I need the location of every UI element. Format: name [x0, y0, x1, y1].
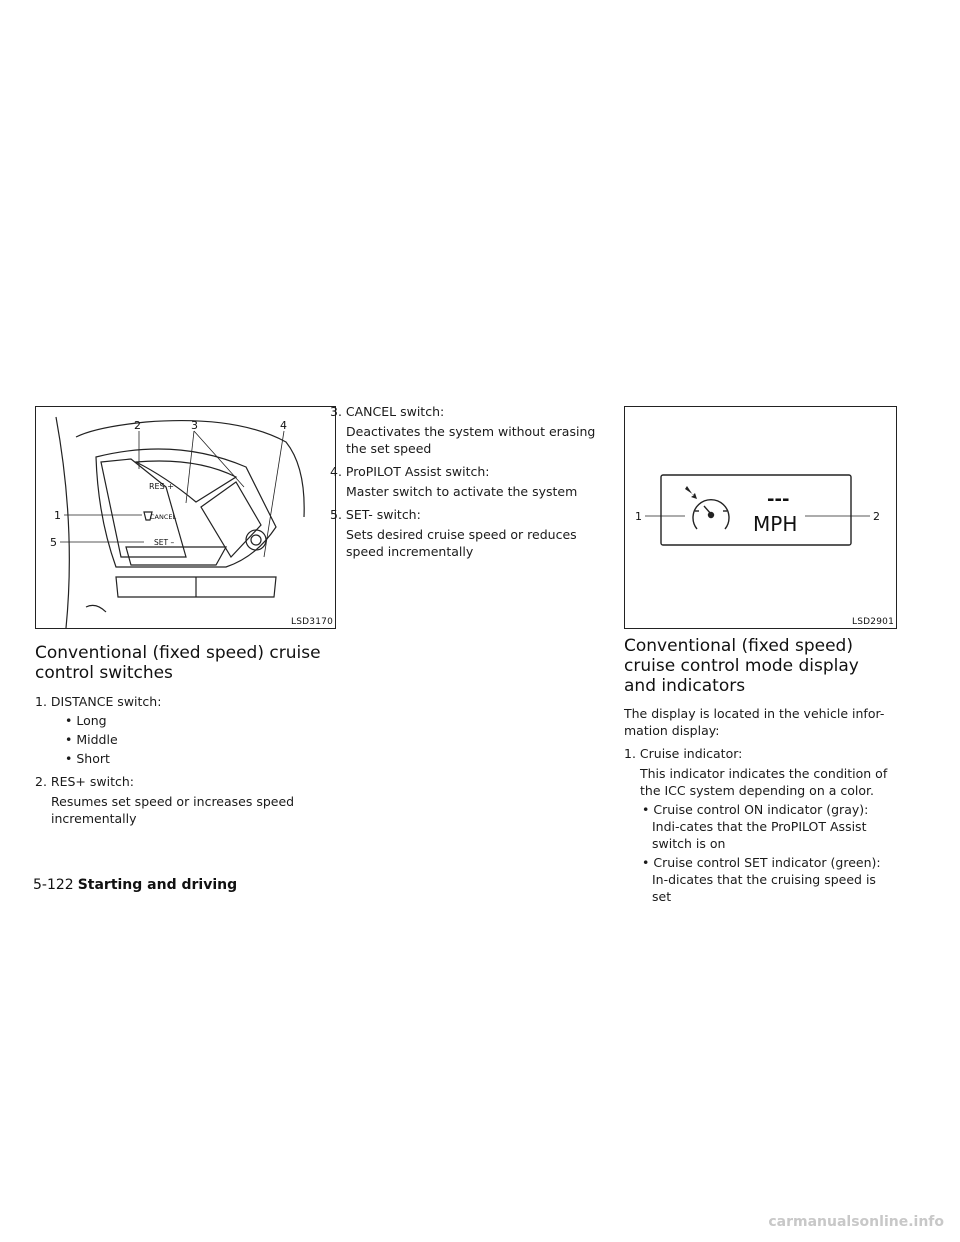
display-callout-1: 1 [635, 510, 642, 523]
item-set: 5. SET- switch: [330, 507, 421, 522]
display-heading: Conventional (fixed speed) cruise control mode display and indicators [624, 636, 859, 696]
item-cruise-desc: This indicator indicates the condition of the ICC system depending on a color. [640, 766, 888, 798]
left-column [35, 643, 325, 827]
callout-3: 3 [191, 419, 198, 432]
arrow-icon [685, 486, 697, 499]
item-propilot-desc: Master switch to activate the system [346, 484, 578, 499]
item-cruise-indicator: 1. Cruise indicator: [624, 746, 743, 761]
item-propilot: 4. ProPILOT Assist switch: [330, 464, 490, 479]
bullet-on: • Cruise control ON indicator (gray): Indi-cates that the ProPILOT Assist switch is on [642, 802, 869, 851]
item-res: 2. RES+ switch: [35, 774, 134, 789]
set-minus-label: SET – [154, 538, 175, 547]
callout-4: 4 [280, 419, 287, 432]
bullet-middle: • Middle [65, 732, 118, 747]
page-footer [33, 877, 237, 893]
display-illustration [625, 407, 896, 628]
item-cancel: 3. CANCEL switch: [330, 404, 445, 419]
switches-heading: Conventional (fixed speed) cruise control switches [35, 643, 321, 683]
display-intro: The display is located in the vehicle infor-mation display: [624, 706, 885, 738]
middle-column [330, 403, 605, 560]
page-number: 5-122 [33, 877, 74, 893]
steering-switch-illustration [36, 407, 335, 628]
bullet-long: • Long [65, 713, 107, 728]
bullet-set: • Cruise control SET indicator (green): In-dicates that the cruising speed is set [642, 855, 881, 904]
bullet-short: • Short [65, 751, 110, 766]
display-figure [624, 406, 897, 629]
cancel-label: CANCEL [150, 513, 177, 521]
callout-1: 1 [54, 509, 61, 522]
item-set-desc: Sets desired cruise speed or reduces speed incrementally [346, 527, 577, 559]
watermark: carmanualsonline.info [768, 1214, 944, 1230]
right-column [624, 636, 896, 905]
display-unit: MPH [753, 512, 798, 536]
switches-figure [35, 406, 336, 629]
item-res-desc: Resumes set speed or increases speed incrementally [51, 794, 295, 826]
callout-5: 5 [50, 536, 57, 549]
item-cancel-desc: Deactivates the system without erasing the set speed [346, 424, 596, 456]
figure-code: LSD3170 [291, 617, 333, 627]
callout-2: 2 [134, 419, 141, 432]
speedometer-icon [693, 500, 729, 529]
res-plus-label: RES + [149, 482, 174, 491]
display-dashes: --- [767, 489, 790, 510]
item-distance: 1. DISTANCE switch: [35, 694, 162, 709]
section-title: Starting and driving [77, 877, 238, 893]
display-callout-2: 2 [873, 510, 880, 523]
figure-code: LSD2901 [852, 617, 894, 627]
